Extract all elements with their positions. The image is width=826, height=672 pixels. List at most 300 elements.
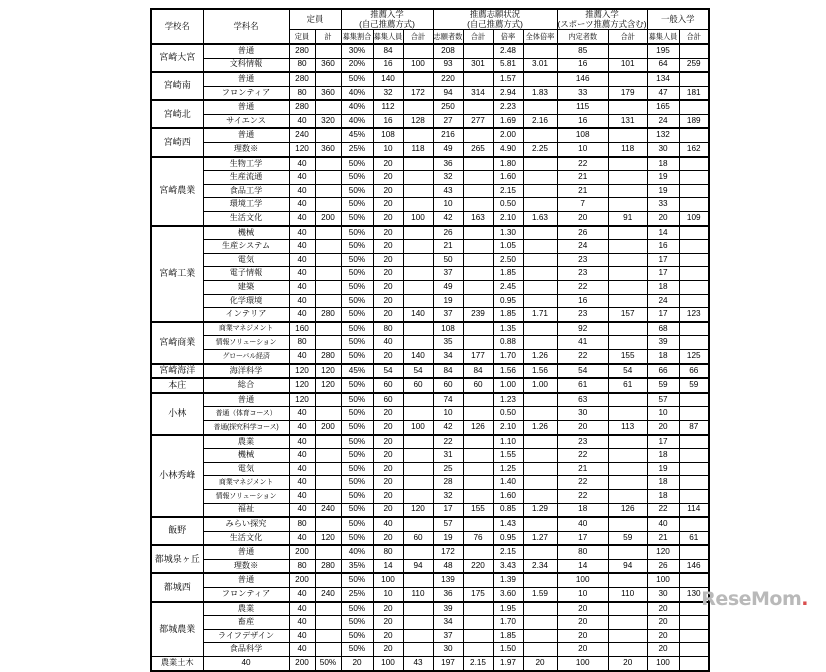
cell-goukei-4: 162 bbox=[679, 143, 709, 157]
cell-goukei-2 bbox=[463, 267, 493, 281]
dept-name-cell: サイエンス bbox=[203, 114, 289, 128]
cell-ippan-ninzu: 10 bbox=[647, 407, 679, 421]
cell-goukei-2 bbox=[463, 476, 493, 490]
dept-name-cell: 畜産 bbox=[203, 616, 289, 630]
cell-boshu-wariai: 30% bbox=[341, 44, 373, 58]
cell-naitei: 92 bbox=[557, 322, 608, 336]
cell-goukei-4 bbox=[679, 449, 709, 463]
cell-boshu-ninzu: 20 bbox=[373, 420, 403, 434]
cell-naitei: 17 bbox=[557, 531, 608, 545]
school-name-cell: 小林 bbox=[151, 393, 203, 435]
cell-boshu-ninzu: 20 bbox=[373, 503, 403, 517]
cell-kei bbox=[315, 629, 341, 643]
cell-goukei-4: 146 bbox=[679, 559, 709, 573]
cell-zentai-bairitsu bbox=[523, 393, 557, 407]
cell-teiin: 40 bbox=[289, 114, 315, 128]
cell-goukei-2 bbox=[463, 407, 493, 421]
cell-boshu-wariai: 25% bbox=[341, 143, 373, 157]
cell-boshu-wariai: 50% bbox=[341, 616, 373, 630]
cell-teiin: 40 bbox=[289, 349, 315, 363]
cell-goukei-4 bbox=[679, 336, 709, 350]
cell-naitei: 22 bbox=[557, 489, 608, 503]
cell-boshu-ninzu: 32 bbox=[373, 86, 403, 100]
cell-bairitsu: 0.95 bbox=[493, 294, 523, 308]
cell-boshu-ninzu: 20 bbox=[373, 267, 403, 281]
cell-bairitsu: 1.23 bbox=[493, 393, 523, 407]
header-school: 学校名 bbox=[151, 9, 203, 44]
dept-name-cell: 理数※ bbox=[203, 559, 289, 573]
cell-ippan-ninzu: 66 bbox=[647, 364, 679, 379]
cell-goukei-2 bbox=[463, 72, 493, 86]
dept-name-cell: 生活文化 bbox=[203, 212, 289, 226]
watermark-text: ReseMom bbox=[701, 588, 802, 610]
table-row bbox=[151, 281, 709, 295]
cell-goukei-2: 76 bbox=[463, 531, 493, 545]
cell-goukei-3 bbox=[608, 393, 647, 407]
dept-name-cell: 情報ソリューション bbox=[203, 336, 289, 350]
cell-goukei-2 bbox=[463, 336, 493, 350]
cell-shigansha: 57 bbox=[433, 517, 463, 531]
cell-ippan-ninzu: 18 bbox=[647, 449, 679, 463]
school-name-cell: 本庄 bbox=[151, 378, 203, 393]
cell-goukei-3: 59 bbox=[608, 531, 647, 545]
cell-goukei-4: 123 bbox=[679, 308, 709, 322]
cell-naitei: 23 bbox=[557, 253, 608, 267]
cell-kei: 360 bbox=[315, 58, 341, 72]
cell-goukei-3 bbox=[608, 602, 647, 616]
cell-bairitsu: 1.85 bbox=[493, 267, 523, 281]
cell-kei: 120 bbox=[315, 531, 341, 545]
cell-kei bbox=[315, 100, 341, 114]
cell-boshu-wariai: 50% bbox=[341, 573, 373, 587]
cell-goukei-2 bbox=[463, 100, 493, 114]
cell-goukei-1 bbox=[403, 602, 433, 616]
cell-kei: 360 bbox=[315, 143, 341, 157]
cell-boshu-wariai: 50% bbox=[341, 157, 373, 171]
cell-boshu-wariai: 40% bbox=[341, 114, 373, 128]
cell-bairitsu: 5.81 bbox=[493, 58, 523, 72]
cell-teiin: 200 bbox=[289, 573, 315, 587]
cell-kei: 200 bbox=[315, 212, 341, 226]
cell-zentai-bairitsu bbox=[523, 171, 557, 185]
cell-shigansha: 32 bbox=[433, 489, 463, 503]
cell-goukei-1: 60 bbox=[403, 378, 433, 393]
cell-goukei-1 bbox=[403, 281, 433, 295]
cell-naitei: 30 bbox=[557, 407, 608, 421]
cell-naitei: 21 bbox=[557, 171, 608, 185]
cell-goukei-2 bbox=[463, 253, 493, 267]
watermark-dot: . bbox=[801, 588, 808, 610]
cell-goukei-3 bbox=[608, 449, 647, 463]
cell-ippan-ninzu: 24 bbox=[647, 294, 679, 308]
cell-shigansha: 28 bbox=[433, 476, 463, 490]
cell-boshu-wariai: 50% bbox=[341, 281, 373, 295]
cell-goukei-1: 60 bbox=[403, 531, 433, 545]
cell-bairitsu: 2.94 bbox=[493, 86, 523, 100]
header-boshu-ninzu: 募集人員 bbox=[373, 30, 403, 44]
cell-zentai-bairitsu bbox=[523, 322, 557, 336]
table-row bbox=[151, 349, 709, 363]
cell-goukei-3: 110 bbox=[608, 588, 647, 602]
table-row bbox=[151, 240, 709, 254]
cell-shigansha: 34 bbox=[433, 616, 463, 630]
cell-goukei-4 bbox=[679, 462, 709, 476]
cell-ippan-ninzu: 134 bbox=[647, 72, 679, 86]
cell-zentai-bairitsu: 2.16 bbox=[523, 114, 557, 128]
cell-zentai-bairitsu: 1.59 bbox=[523, 588, 557, 602]
header-kibo-group-sub: (自己推薦方式) bbox=[467, 18, 523, 29]
dept-name-cell: 生物工学 bbox=[203, 157, 289, 171]
cell-goukei-3: 101 bbox=[608, 58, 647, 72]
table-row bbox=[151, 171, 709, 185]
cell-kei bbox=[315, 44, 341, 58]
dept-name-cell: グローバル経済 bbox=[203, 349, 289, 363]
cell-shigansha: 108 bbox=[433, 322, 463, 336]
table-row bbox=[151, 531, 709, 545]
cell-goukei-4 bbox=[679, 100, 709, 114]
cell-ippan-ninzu: 22 bbox=[647, 503, 679, 517]
cell-zentai-bairitsu bbox=[523, 336, 557, 350]
cell-boshu-wariai: 50% bbox=[341, 643, 373, 657]
cell-ippan-ninzu: 47 bbox=[647, 86, 679, 100]
cell-goukei-3 bbox=[608, 573, 647, 587]
cell-bairitsu: 1.40 bbox=[493, 476, 523, 490]
cell-goukei-1 bbox=[403, 322, 433, 336]
cell-shigansha: 220 bbox=[433, 72, 463, 86]
cell-goukei-3 bbox=[608, 253, 647, 267]
table-row bbox=[151, 393, 709, 407]
cell-goukei-1 bbox=[403, 240, 433, 254]
cell-goukei-1 bbox=[403, 476, 433, 490]
cell-boshu-ninzu: 20 bbox=[373, 602, 403, 616]
cell-boshu-ninzu: 80 bbox=[373, 322, 403, 336]
table-row bbox=[151, 72, 709, 86]
cell-ippan-ninzu: 24 bbox=[647, 114, 679, 128]
table-row bbox=[151, 420, 709, 434]
cell-goukei-1 bbox=[403, 489, 433, 503]
cell-ippan-ninzu: 100 bbox=[647, 573, 679, 587]
cell-goukei-2 bbox=[463, 128, 493, 142]
cell-naitei: 54 bbox=[557, 364, 608, 379]
cell-goukei-4 bbox=[679, 281, 709, 295]
cell-naitei: 20 bbox=[557, 420, 608, 434]
cell-shigansha: 32 bbox=[433, 171, 463, 185]
header-bairitsu: 倍率 bbox=[493, 30, 523, 44]
cell-shigansha: 84 bbox=[433, 364, 463, 379]
cell-boshu-wariai: 50% bbox=[341, 226, 373, 240]
cell-bairitsu: 2.45 bbox=[493, 281, 523, 295]
cell-teiin: 40 bbox=[289, 435, 315, 449]
cell-ippan-ninzu: 21 bbox=[647, 531, 679, 545]
cell-goukei-4 bbox=[679, 294, 709, 308]
cell-goukei-4 bbox=[679, 435, 709, 449]
table-row bbox=[151, 407, 709, 421]
cell-goukei-4 bbox=[679, 253, 709, 267]
cell-bairitsu: 4.90 bbox=[493, 143, 523, 157]
header-shigansha: 志願者数 bbox=[433, 30, 463, 44]
cell-goukei-4 bbox=[679, 407, 709, 421]
cell-goukei-1 bbox=[403, 226, 433, 240]
cell-teiin: 40 bbox=[289, 489, 315, 503]
cell-teiin: 80 bbox=[289, 336, 315, 350]
cell-goukei-4 bbox=[679, 226, 709, 240]
cell-goukei-4 bbox=[679, 128, 709, 142]
cell-boshu-wariai: 50% bbox=[341, 336, 373, 350]
cell-bairitsu: 0.50 bbox=[493, 198, 523, 212]
cell-ippan-ninzu: 68 bbox=[647, 322, 679, 336]
cell-goukei-2 bbox=[463, 602, 493, 616]
cell-boshu-ninzu: 10 bbox=[373, 588, 403, 602]
cell-goukei-2 bbox=[463, 643, 493, 657]
table-row bbox=[151, 322, 709, 336]
cell-goukei-2: 163 bbox=[463, 212, 493, 226]
cell-boshu-wariai: 45% bbox=[341, 364, 373, 379]
cell-goukei-4: 109 bbox=[679, 212, 709, 226]
cell-shigansha: 250 bbox=[433, 100, 463, 114]
cell-bairitsu: 3.43 bbox=[493, 559, 523, 573]
cell-naitei: 22 bbox=[557, 476, 608, 490]
cell-zentai-bairitsu bbox=[523, 616, 557, 630]
cell-zentai-bairitsu bbox=[523, 449, 557, 463]
header-naitei: 内定者数 bbox=[557, 30, 608, 44]
cell-goukei-1 bbox=[403, 336, 433, 350]
dept-name-cell: フロンティア bbox=[203, 86, 289, 100]
cell-boshu-ninzu: 20 bbox=[373, 226, 403, 240]
cell-boshu-ninzu: 14 bbox=[373, 559, 403, 573]
cell-naitei: 23 bbox=[557, 435, 608, 449]
cell-goukei-1: 100 bbox=[403, 420, 433, 434]
cell-goukei-2: 155 bbox=[463, 503, 493, 517]
cell-ippan-ninzu: 195 bbox=[647, 44, 679, 58]
cell-goukei-3 bbox=[608, 435, 647, 449]
dept-name-cell: 普通 bbox=[203, 545, 289, 559]
cell-bairitsu: 2.10 bbox=[493, 420, 523, 434]
cell-goukei-3 bbox=[608, 629, 647, 643]
cell-bairitsu: 1.60 bbox=[493, 171, 523, 185]
cell-kei: 240 bbox=[315, 588, 341, 602]
table-row bbox=[151, 184, 709, 198]
cell-kei bbox=[315, 489, 341, 503]
cell-goukei-1: 118 bbox=[403, 143, 433, 157]
table-row bbox=[151, 449, 709, 463]
cell-naitei: 108 bbox=[557, 128, 608, 142]
cell-ippan-ninzu: 30 bbox=[647, 588, 679, 602]
cell-shigansha: 10 bbox=[433, 198, 463, 212]
cell-boshu-wariai: 50% bbox=[341, 393, 373, 407]
cell-boshu-ninzu: 20 bbox=[373, 253, 403, 267]
cell-goukei-2: 301 bbox=[463, 58, 493, 72]
cell-goukei-2 bbox=[463, 294, 493, 308]
cell-naitei: 14 bbox=[557, 559, 608, 573]
cell-teiin: 40 bbox=[289, 198, 315, 212]
cell-goukei-3 bbox=[608, 476, 647, 490]
cell-goukei-3 bbox=[608, 643, 647, 657]
cell-kei bbox=[315, 435, 341, 449]
cell-goukei-4 bbox=[679, 267, 709, 281]
header-goukei-4: 合計 bbox=[679, 30, 709, 44]
cell-goukei-1 bbox=[403, 435, 433, 449]
cell-naitei: 40 bbox=[557, 517, 608, 531]
cell-goukei-3: 100 bbox=[557, 657, 608, 671]
cell-bairitsu: 2.15 bbox=[463, 657, 493, 671]
cell-zentai-bairitsu bbox=[523, 602, 557, 616]
school-name-cell: 宮崎北 bbox=[151, 100, 203, 128]
cell-kei: 200 bbox=[289, 657, 315, 671]
cell-zentai-bairitsu: 1.83 bbox=[523, 86, 557, 100]
cell-goukei-3 bbox=[608, 281, 647, 295]
cell-boshu-ninzu: 108 bbox=[373, 128, 403, 142]
cell-shigansha: 139 bbox=[433, 573, 463, 587]
cell-bairitsu: 1.30 bbox=[493, 226, 523, 240]
cell-naitei: 146 bbox=[557, 72, 608, 86]
cell-goukei-2 bbox=[463, 449, 493, 463]
dept-name-cell: 食品工学 bbox=[203, 184, 289, 198]
cell-goukei-3 bbox=[608, 198, 647, 212]
dept-name-cell: 普通 bbox=[203, 128, 289, 142]
dept-name-cell: フロンティア bbox=[203, 588, 289, 602]
cell-teiin: 80 bbox=[289, 517, 315, 531]
cell-goukei-4 bbox=[679, 72, 709, 86]
dept-name-cell: 理数※ bbox=[203, 143, 289, 157]
cell-zentai-bairitsu: 1.56 bbox=[523, 364, 557, 379]
cell-teiin: 120 bbox=[289, 378, 315, 393]
cell-boshu-ninzu: 54 bbox=[373, 364, 403, 379]
school-name-cell: 飯野 bbox=[151, 517, 203, 545]
cell-bairitsu: 1.50 bbox=[493, 643, 523, 657]
cell-goukei-1 bbox=[403, 517, 433, 531]
cell-goukei-3 bbox=[608, 545, 647, 559]
table-row bbox=[151, 435, 709, 449]
table-row bbox=[151, 545, 709, 559]
cell-goukei-2 bbox=[463, 489, 493, 503]
cell-naitei: 16 bbox=[557, 114, 608, 128]
cell-boshu-wariai: 50% bbox=[341, 267, 373, 281]
table-row bbox=[151, 503, 709, 517]
cell-boshu-ninzu: 40 bbox=[373, 336, 403, 350]
cell-kei: 280 bbox=[315, 349, 341, 363]
cell-goukei-1 bbox=[403, 267, 433, 281]
cell-zentai-bairitsu bbox=[523, 157, 557, 171]
cell-zentai-bairitsu bbox=[523, 573, 557, 587]
cell-goukei-1 bbox=[403, 449, 433, 463]
dept-name-cell: 普通 bbox=[203, 72, 289, 86]
cell-goukei-3: 94 bbox=[608, 559, 647, 573]
cell-goukei-1: 100 bbox=[403, 58, 433, 72]
header-suisen-group-1 bbox=[341, 9, 433, 30]
header-ippan-group: 一般入学 bbox=[647, 9, 709, 30]
cell-boshu-ninzu: 140 bbox=[373, 72, 403, 86]
cell-goukei-3 bbox=[608, 157, 647, 171]
cell-goukei-4: 87 bbox=[679, 420, 709, 434]
cell-ippan-ninzu: 20 bbox=[647, 629, 679, 643]
cell-goukei-1: 140 bbox=[403, 349, 433, 363]
school-name-cell: 小林秀峰 bbox=[151, 435, 203, 518]
cell-goukei-4: 181 bbox=[679, 86, 709, 100]
cell-goukei-2: 126 bbox=[463, 420, 493, 434]
cell-boshu-ninzu: 16 bbox=[373, 58, 403, 72]
cell-ippan-ninzu: 19 bbox=[647, 171, 679, 185]
cell-teiin: 40 bbox=[289, 212, 315, 226]
dept-name-cell: 商業マネジメント bbox=[203, 322, 289, 336]
table-row bbox=[151, 226, 709, 240]
cell-shigansha: 37 bbox=[433, 308, 463, 322]
cell-goukei-3 bbox=[608, 171, 647, 185]
dept-name-cell: 農業土木 bbox=[151, 657, 203, 671]
cell-goukei-4: 130 bbox=[679, 588, 709, 602]
cell-goukei-4 bbox=[679, 616, 709, 630]
cell-kei: 320 bbox=[315, 114, 341, 128]
cell-zentai-bairitsu: 1.63 bbox=[523, 212, 557, 226]
cell-boshu-ninzu: 20 bbox=[373, 643, 403, 657]
cell-goukei-2 bbox=[463, 157, 493, 171]
dept-name-cell: インテリア bbox=[203, 308, 289, 322]
cell-teiin: 120 bbox=[289, 143, 315, 157]
cell-ippan-ninzu: 132 bbox=[647, 128, 679, 142]
cell-zentai-bairitsu bbox=[523, 294, 557, 308]
cell-goukei-4 bbox=[679, 643, 709, 657]
cell-goukei-3 bbox=[608, 294, 647, 308]
table-row bbox=[151, 364, 709, 379]
cell-naitei: 24 bbox=[557, 240, 608, 254]
header-kibo-group bbox=[433, 9, 557, 30]
cell-goukei-1 bbox=[403, 573, 433, 587]
cell-naitei: 21 bbox=[557, 462, 608, 476]
cell-teiin: 80 bbox=[289, 86, 315, 100]
cell-goukei-1 bbox=[403, 157, 433, 171]
cell-naitei: 18 bbox=[557, 503, 608, 517]
dept-name-cell: 海洋科学 bbox=[203, 364, 289, 379]
cell-zentai-bairitsu: 1.26 bbox=[523, 349, 557, 363]
cell-ippan-ninzu: 18 bbox=[647, 281, 679, 295]
cell-kei bbox=[315, 128, 341, 142]
school-name-cell: 宮崎農業 bbox=[151, 157, 203, 226]
cell-bairitsu: 2.23 bbox=[493, 100, 523, 114]
cell-teiin: 40 bbox=[289, 171, 315, 185]
school-name-cell: 都城泉ヶ丘 bbox=[151, 545, 203, 573]
table-row bbox=[151, 573, 709, 587]
cell-ippan-ninzu: 20 bbox=[608, 657, 647, 671]
cell-bairitsu: 1.70 bbox=[493, 616, 523, 630]
cell-kei bbox=[315, 240, 341, 254]
cell-ippan-ninzu: 18 bbox=[647, 476, 679, 490]
cell-bairitsu: 1.95 bbox=[493, 602, 523, 616]
cell-goukei-1: 140 bbox=[403, 308, 433, 322]
cell-zentai-bairitsu bbox=[523, 184, 557, 198]
cell-zentai-bairitsu: 1.00 bbox=[523, 378, 557, 393]
cell-goukei-1 bbox=[403, 72, 433, 86]
cell-teiin: 40 bbox=[289, 629, 315, 643]
cell-boshu-wariai: 50% bbox=[341, 378, 373, 393]
cell-bairitsu: 0.88 bbox=[493, 336, 523, 350]
cell-teiin: 40 bbox=[289, 531, 315, 545]
cell-naitei: 20 bbox=[523, 657, 557, 671]
header-suisen-group-1-sub: (自己推薦方式) bbox=[359, 18, 415, 29]
cell-teiin: 40 bbox=[289, 602, 315, 616]
cell-goukei-3 bbox=[608, 184, 647, 198]
cell-goukei-2 bbox=[463, 322, 493, 336]
cell-kei: 120 bbox=[315, 364, 341, 379]
cell-zentai-bairitsu bbox=[523, 489, 557, 503]
cell-naitei: 16 bbox=[557, 58, 608, 72]
cell-teiin: 40 bbox=[289, 588, 315, 602]
cell-goukei-2: 175 bbox=[463, 588, 493, 602]
cell-goukei-2: 239 bbox=[463, 308, 493, 322]
cell-goukei-4 bbox=[679, 198, 709, 212]
cell-goukei-3: 126 bbox=[608, 503, 647, 517]
cell-kei bbox=[315, 393, 341, 407]
cell-naitei: 23 bbox=[557, 267, 608, 281]
cell-goukei-3 bbox=[608, 489, 647, 503]
